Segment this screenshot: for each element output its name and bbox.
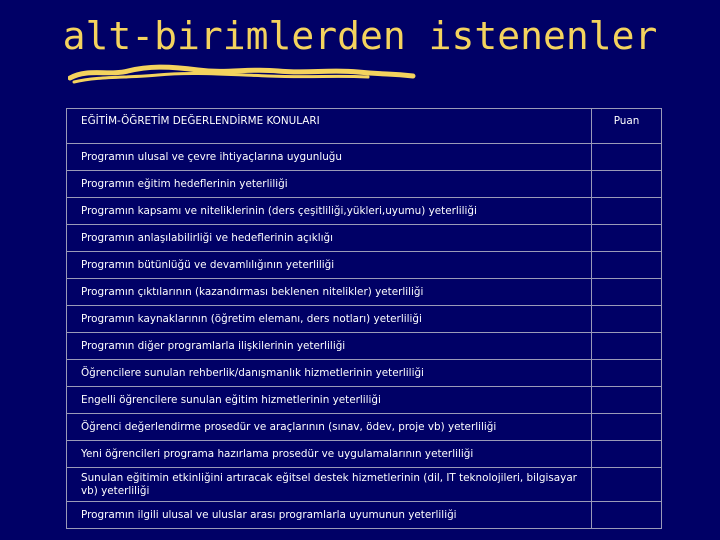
criteria-cell: Programın kaynaklarının (öğretim elemanı, ders notları) yeterliliği — [67, 306, 592, 333]
table-row — [67, 198, 662, 225]
criteria-cell: Engelli öğrencilere sunulan eğitim hizmetlerinin yeterliliği — [67, 387, 592, 414]
score-cell[interactable] — [592, 225, 662, 252]
score-cell[interactable] — [592, 198, 662, 225]
table-row — [67, 306, 662, 333]
table-row — [67, 468, 662, 502]
table-row — [67, 144, 662, 171]
table-row — [67, 502, 662, 529]
criteria-cell: Öğrenci değerlendirme prosedür ve araçlarının (sınav, ödev, proje vb) yeterliliği — [67, 414, 592, 441]
table-row — [67, 279, 662, 306]
criteria-cell: Programın diğer programlarla ilişkilerinin yeterliliği — [67, 333, 592, 360]
criteria-cell: Programın eğitim hedeflerinin yeterliliği — [67, 171, 592, 198]
table-row — [67, 171, 662, 198]
criteria-cell: Programın kapsamı ve niteliklerinin (ders çeşitliliği,yükleri,uyumu) yeterliliği — [67, 198, 592, 225]
criteria-cell: Programın bütünlüğü ve devamlılığının yeterliliği — [67, 252, 592, 279]
score-cell[interactable] — [592, 468, 662, 502]
score-cell[interactable] — [592, 441, 662, 468]
score-cell[interactable] — [592, 414, 662, 441]
score-header: Puan — [592, 109, 662, 144]
score-cell[interactable] — [592, 171, 662, 198]
criteria-cell: Öğrencilere sunulan rehberlik/danışmanlık hizmetlerinin yeterliliği — [67, 360, 592, 387]
table-row — [67, 414, 662, 441]
slide-title: alt-birimlerden istenenler — [62, 14, 658, 58]
criteria-cell: Programın çıktılarının (kazandırması beklenen nitelikler) yeterliliği — [67, 279, 592, 306]
score-cell[interactable] — [592, 144, 662, 171]
score-cell[interactable] — [592, 360, 662, 387]
score-cell[interactable] — [592, 279, 662, 306]
table-row — [67, 441, 662, 468]
score-cell[interactable] — [592, 252, 662, 279]
table-row — [67, 360, 662, 387]
criteria-header: EĞİTİM-ÖĞRETİM DEĞERLENDİRME KONULARI — [67, 109, 592, 144]
table-row — [67, 252, 662, 279]
evaluation-table — [66, 108, 662, 529]
score-cell[interactable] — [592, 306, 662, 333]
table-row — [67, 333, 662, 360]
score-cell[interactable] — [592, 333, 662, 360]
criteria-cell: Yeni öğrencileri programa hazırlama prosedür ve uygulamalarının yeterliliği — [67, 441, 592, 468]
criteria-cell: Sunulan eğitimin etkinliğini artıracak eğitsel destek hizmetlerinin (dil, IT teknolojileri, bilgisayar vb) yeterliliği — [67, 468, 592, 502]
table-row — [67, 387, 662, 414]
table-row — [67, 225, 662, 252]
title-underline-squiggle — [68, 62, 418, 86]
score-cell[interactable] — [592, 502, 662, 529]
criteria-cell: Programın ulusal ve çevre ihtiyaçlarına uygunluğu — [67, 144, 592, 171]
criteria-cell: Programın anlaşılabilirliği ve hedeflerinin açıklığı — [67, 225, 592, 252]
score-cell[interactable] — [592, 387, 662, 414]
table-header-row — [67, 109, 662, 144]
criteria-cell: Programın ilgili ulusal ve uluslar arası programlarla uyumunun yeterliliği — [67, 502, 592, 529]
